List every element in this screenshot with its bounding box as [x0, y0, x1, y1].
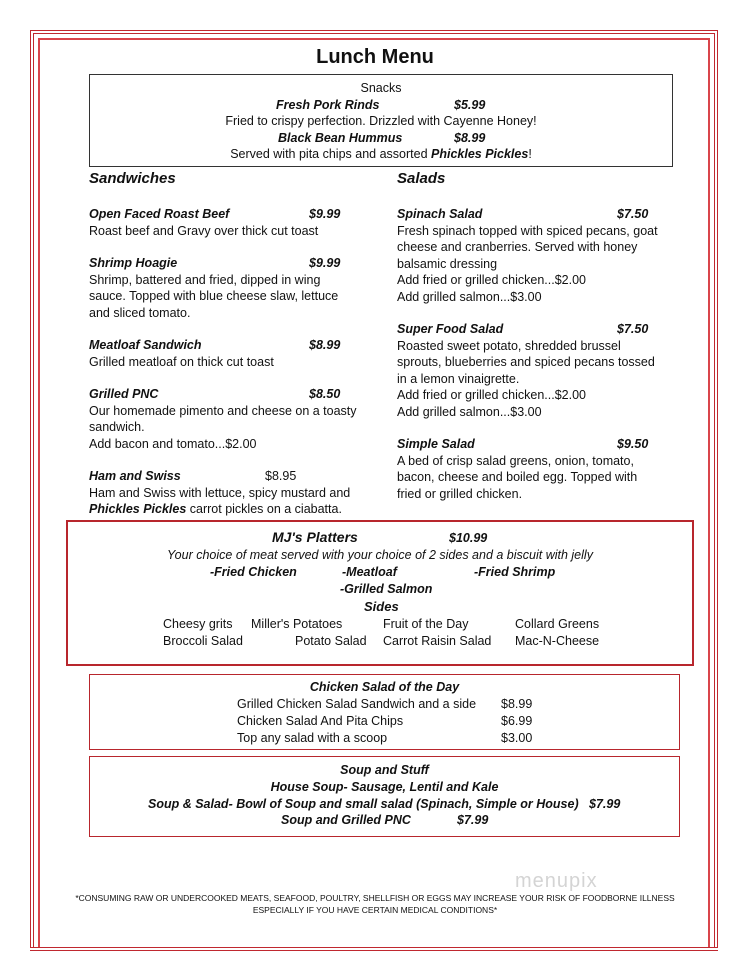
item-description — [90, 146, 672, 163]
snacks-header: Snacks — [360, 81, 402, 95]
item-price: $8.50 — [309, 387, 341, 401]
disclaimer-line: ESPECIALLY IF YOU HAVE CERTAIN MEDICAL CONDITIONS* — [252, 905, 498, 915]
item-name: Black Bean Hummus — [278, 130, 403, 145]
side-item: Mac-N-Cheese — [515, 634, 600, 648]
item-price: $9.99 — [309, 207, 341, 221]
chicken-salad-header: Chicken Salad of the Day — [309, 680, 460, 694]
item-description: Add bacon and tomato...$2.00 — [89, 436, 257, 451]
menu-item-grilled-pnc — [89, 386, 359, 403]
menu-item-ham-swiss — [89, 468, 359, 485]
item-price: $9.99 — [309, 256, 341, 270]
salads-section — [397, 170, 667, 502]
item-name: Shrimp Hoagie — [89, 256, 178, 270]
item-description: Add fried or grilled chicken...$2.00 — [397, 388, 586, 402]
item-name: Super Food Salad — [397, 322, 504, 336]
soup-pnc: Soup and Grilled PNC — [281, 813, 411, 827]
item-description: balsamic dressing — [397, 256, 498, 271]
platters-header: MJ's Platters — [272, 529, 358, 545]
side-item: Collard Greens — [515, 617, 600, 631]
item-description — [89, 501, 359, 518]
item-description: Add grilled salmon...$3.00 — [397, 289, 542, 304]
item-description: bacon, cheese and boiled egg. Topped with — [397, 470, 638, 484]
item-description: Add fried or grilled chicken...$2.00 — [397, 273, 586, 287]
snacks-box — [89, 74, 673, 167]
item-description: sauce. Topped with blue cheese slaw, lettuce — [89, 289, 339, 303]
side-item: Cheesy grits — [163, 617, 233, 631]
item-description: A bed of crisp salad greens, onion, tomato, — [397, 453, 634, 468]
desc-text: ! — [528, 147, 532, 161]
item-description: sandwich. — [89, 420, 145, 434]
chicken-salad-price: $8.99 — [501, 697, 533, 711]
item-description: Roast beef and Gravy over thick cut toast — [89, 223, 319, 238]
snack-item-pork-rinds — [90, 97, 672, 114]
section-header: Salads — [397, 170, 446, 187]
platter-meat-meatloaf: -Meatloaf — [342, 565, 397, 579]
soup-house: House Soup- Sausage, Lentil and Kale — [270, 780, 499, 794]
soup-header: Soup and Stuff — [340, 763, 429, 777]
item-name: Grilled PNC — [89, 387, 159, 401]
item-description: Fried to crispy perfection. Drizzled with Cayenne Honey! — [225, 114, 537, 128]
footer-disclaimer — [0, 892, 750, 916]
platter-meat-fried-shrimp: -Fried Shrimp — [474, 565, 556, 579]
item-description: and sliced tomato. — [89, 305, 191, 320]
page-border-bottom — [30, 947, 718, 953]
brand-name: Phickles Pickles — [431, 147, 529, 161]
item-description: sprouts, blueberries and spiced pecans tossed — [397, 355, 655, 369]
platters-description: Your choice of meat served with your choice of 2 sides and a biscuit with jelly — [167, 548, 593, 562]
snack-item-hummus — [90, 130, 672, 147]
item-price: $8.99 — [454, 130, 486, 145]
platters-price: $10.99 — [449, 531, 488, 545]
sandwiches-section — [89, 170, 359, 518]
item-description: Shrimp, battered and fried, dipped in wing — [89, 272, 321, 287]
disclaimer-line: *CONSUMING RAW OR UNDERCOOKED MEATS, SEAFOOD, POULTRY, SHELLFISH OR EGGS MAY INCREASE YOUR RISK OF FOODBORNE ILLNESS — [75, 893, 675, 903]
item-name: Fresh Pork Rinds — [276, 97, 380, 112]
item-description: fried or grilled chicken. — [397, 486, 523, 501]
platter-meat-grilled-salmon: -Grilled Salmon — [340, 582, 433, 596]
sides-header: Sides — [364, 599, 399, 614]
item-price: $8.99 — [309, 338, 341, 352]
side-item: Carrot Raisin Salad — [383, 634, 492, 648]
side-item: Miller's Potatoes — [251, 617, 343, 631]
item-price: $7.50 — [617, 207, 649, 221]
chicken-salad-box — [89, 674, 680, 750]
soup-box — [89, 756, 680, 837]
menu-item-spinach-salad — [397, 206, 667, 223]
item-description: Fresh spinach topped with spiced pecans, goat — [397, 223, 658, 238]
chicken-salad-item: Grilled Chicken Salad Sandwich and a side — [237, 697, 477, 711]
menu-item-shrimp-hoagie — [89, 255, 359, 272]
menu-item-super-food-salad — [397, 321, 667, 338]
item-name: Open Faced Roast Beef — [89, 207, 230, 221]
item-description: Our homemade pimento and cheese on a toasty — [89, 403, 357, 418]
item-description: Add grilled salmon...$3.00 — [397, 404, 542, 419]
platter-meat-fried-chicken: -Fried Chicken — [210, 565, 297, 579]
item-name: Simple Salad — [397, 437, 475, 451]
page-title: Lunch Menu — [316, 46, 434, 68]
side-item: Broccoli Salad — [163, 634, 243, 648]
item-description: Roasted sweet potato, shredded brussel — [397, 338, 621, 353]
item-description: cheese and cranberries. Served with honey — [397, 240, 638, 254]
item-description: Grilled meatloaf on thick cut toast — [89, 354, 274, 369]
menu-item-simple-salad — [397, 436, 667, 453]
chicken-salad-price: $6.99 — [501, 714, 533, 728]
desc-text: carrot pickles on a ciabatta. — [186, 502, 342, 516]
watermark-logo: menupix — [515, 870, 598, 892]
menu-item-roast-beef — [89, 206, 359, 223]
item-name: Meatloaf Sandwich — [89, 338, 202, 352]
item-price: $8.95 — [265, 469, 297, 483]
soup-pnc-price: $7.99 — [457, 813, 489, 827]
item-description: in a lemon vinaigrette. — [397, 371, 520, 386]
item-name: Spinach Salad — [397, 207, 483, 221]
brand-name: Phickles Pickles — [89, 502, 187, 516]
soup-salad-price: $7.99 — [589, 797, 621, 811]
item-price: $9.50 — [617, 437, 649, 451]
menu-item-meatloaf — [89, 337, 359, 354]
side-item: Potato Salad — [295, 634, 367, 648]
item-name: Ham and Swiss — [89, 469, 181, 483]
platters-box — [66, 520, 694, 666]
item-description: Ham and Swiss with lettuce, spicy mustard and — [89, 485, 351, 500]
item-price: $5.99 — [454, 97, 486, 112]
chicken-salad-price: $3.00 — [501, 731, 533, 745]
item-price: $7.50 — [617, 322, 649, 336]
chicken-salad-item: Chicken Salad And Pita Chips — [237, 714, 404, 728]
desc-text: Served with pita chips and assorted — [230, 147, 432, 161]
chicken-salad-item: Top any salad with a scoop — [237, 731, 388, 745]
section-header: Sandwiches — [89, 170, 176, 187]
side-item: Fruit of the Day — [383, 617, 469, 631]
soup-salad-combo: Soup & Salad- Bowl of Soup and small salad (Spinach, Simple or House) — [148, 797, 579, 811]
